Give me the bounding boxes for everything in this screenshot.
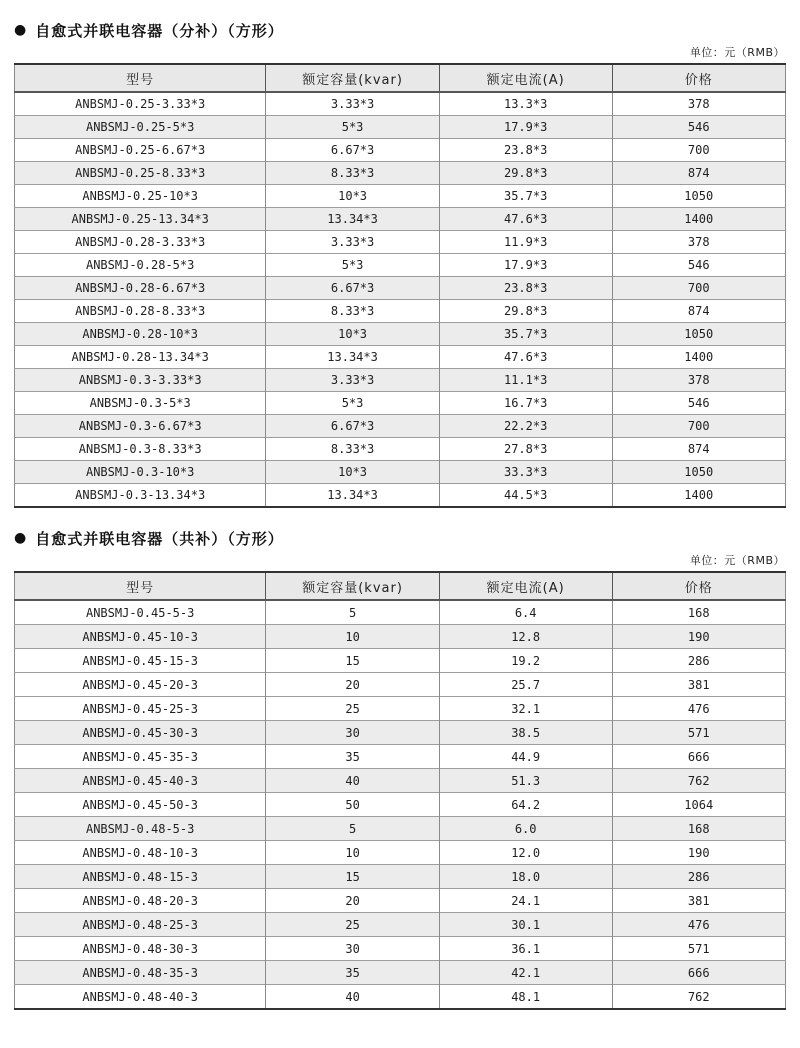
table-row <box>15 745 786 769</box>
table-row <box>15 985 786 1010</box>
current-cell: 25.7 <box>439 673 612 697</box>
table-row <box>15 208 786 231</box>
current-cell: 29.8*3 <box>439 300 612 323</box>
price-cell: 378 <box>612 231 785 254</box>
price-cell: 874 <box>612 438 785 461</box>
section-header <box>14 20 786 40</box>
price-cell: 666 <box>612 961 785 985</box>
price-cell: 378 <box>612 369 785 392</box>
model-cell: ANBSMJ-0.48-35-3 <box>15 961 266 985</box>
current-cell: 18.0 <box>439 865 612 889</box>
column-header-capacity: 额定容量(kvar) <box>266 572 439 600</box>
table-row <box>15 697 786 721</box>
current-cell: 27.8*3 <box>439 438 612 461</box>
table-row <box>15 841 786 865</box>
table-row <box>15 277 786 300</box>
column-header-current: 额定电流(A) <box>439 572 612 600</box>
column-header-price: 价格 <box>612 572 785 600</box>
price-cell: 168 <box>612 600 785 625</box>
table-row <box>15 721 786 745</box>
model-cell: ANBSMJ-0.48-30-3 <box>15 937 266 961</box>
table-header-row <box>15 64 786 92</box>
table-row <box>15 461 786 484</box>
capacity-cell: 15 <box>266 865 439 889</box>
price-cell: 874 <box>612 300 785 323</box>
table-row <box>15 185 786 208</box>
price-cell: 546 <box>612 116 785 139</box>
price-cell: 378 <box>612 92 785 116</box>
price-cell: 190 <box>612 625 785 649</box>
model-cell: ANBSMJ-0.25-5*3 <box>15 116 266 139</box>
current-cell: 17.9*3 <box>439 254 612 277</box>
capacity-cell: 6.67*3 <box>266 139 439 162</box>
capacity-cell: 25 <box>266 697 439 721</box>
table-row <box>15 438 786 461</box>
model-cell: ANBSMJ-0.45-30-3 <box>15 721 266 745</box>
model-cell: ANBSMJ-0.25-6.67*3 <box>15 139 266 162</box>
capacity-cell: 8.33*3 <box>266 438 439 461</box>
current-cell: 35.7*3 <box>439 185 612 208</box>
unit-label: 单位：元（RMB） <box>689 46 785 59</box>
price-cell: 476 <box>612 697 785 721</box>
capacity-cell: 20 <box>266 673 439 697</box>
capacity-cell: 35 <box>266 961 439 985</box>
table-row <box>15 323 786 346</box>
model-cell: ANBSMJ-0.25-10*3 <box>15 185 266 208</box>
price-cell: 666 <box>612 745 785 769</box>
current-cell: 24.1 <box>439 889 612 913</box>
price-cell: 168 <box>612 817 785 841</box>
current-cell: 42.1 <box>439 961 612 985</box>
model-cell: ANBSMJ-0.48-40-3 <box>15 985 266 1010</box>
model-cell: ANBSMJ-0.25-13.34*3 <box>15 208 266 231</box>
price-cell: 1050 <box>612 185 785 208</box>
capacity-cell: 5*3 <box>266 392 439 415</box>
capacity-cell: 10*3 <box>266 185 439 208</box>
price-cell: 700 <box>612 415 785 438</box>
table-row <box>15 793 786 817</box>
table-row <box>15 865 786 889</box>
table-row <box>15 346 786 369</box>
price-cell: 1400 <box>612 208 785 231</box>
table-row <box>15 961 786 985</box>
table-row <box>15 769 786 793</box>
price-cell: 1064 <box>612 793 785 817</box>
table-row <box>15 649 786 673</box>
model-cell: ANBSMJ-0.45-10-3 <box>15 625 266 649</box>
current-cell: 33.3*3 <box>439 461 612 484</box>
capacity-cell: 3.33*3 <box>266 231 439 254</box>
current-cell: 47.6*3 <box>439 208 612 231</box>
capacity-cell: 10*3 <box>266 323 439 346</box>
current-cell: 19.2 <box>439 649 612 673</box>
current-cell: 64.2 <box>439 793 612 817</box>
table-row <box>15 484 786 508</box>
capacity-cell: 10*3 <box>266 461 439 484</box>
model-cell: ANBSMJ-0.45-20-3 <box>15 673 266 697</box>
price-table-common <box>14 571 786 1010</box>
column-header-model: 型号 <box>15 572 266 600</box>
current-cell: 51.3 <box>439 769 612 793</box>
price-cell: 571 <box>612 721 785 745</box>
price-cell: 571 <box>612 937 785 961</box>
capacity-cell: 5 <box>266 817 439 841</box>
price-cell: 1050 <box>612 323 785 346</box>
section-title: 自愈式并联电容器（分补）（方形） <box>35 21 284 40</box>
capacity-cell: 3.33*3 <box>266 369 439 392</box>
capacity-cell: 40 <box>266 985 439 1010</box>
price-cell: 700 <box>612 277 785 300</box>
bullet-icon: ● <box>14 530 27 546</box>
capacity-cell: 13.34*3 <box>266 346 439 369</box>
model-cell: ANBSMJ-0.48-5-3 <box>15 817 266 841</box>
model-cell: ANBSMJ-0.45-15-3 <box>15 649 266 673</box>
current-cell: 47.6*3 <box>439 346 612 369</box>
current-cell: 22.2*3 <box>439 415 612 438</box>
table-row <box>15 369 786 392</box>
bullet-icon: ● <box>14 22 27 38</box>
current-cell: 12.0 <box>439 841 612 865</box>
current-cell: 30.1 <box>439 913 612 937</box>
table-row <box>15 913 786 937</box>
model-cell: ANBSMJ-0.3-5*3 <box>15 392 266 415</box>
table-header-row <box>15 572 786 600</box>
model-cell: ANBSMJ-0.45-35-3 <box>15 745 266 769</box>
current-cell: 32.1 <box>439 697 612 721</box>
capacity-cell: 30 <box>266 721 439 745</box>
model-cell: ANBSMJ-0.25-3.33*3 <box>15 92 266 116</box>
current-cell: 23.8*3 <box>439 277 612 300</box>
capacity-cell: 6.67*3 <box>266 277 439 300</box>
table-row <box>15 937 786 961</box>
price-cell: 476 <box>612 913 785 937</box>
model-cell: ANBSMJ-0.48-15-3 <box>15 865 266 889</box>
model-cell: ANBSMJ-0.45-5-3 <box>15 600 266 625</box>
current-cell: 11.9*3 <box>439 231 612 254</box>
capacity-cell: 8.33*3 <box>266 300 439 323</box>
capacity-cell: 5*3 <box>266 254 439 277</box>
price-cell: 381 <box>612 889 785 913</box>
column-header-current: 额定电流(A) <box>439 64 612 92</box>
current-cell: 6.0 <box>439 817 612 841</box>
capacity-cell: 13.34*3 <box>266 484 439 508</box>
price-cell: 1400 <box>612 346 785 369</box>
price-cell: 1050 <box>612 461 785 484</box>
price-cell: 381 <box>612 673 785 697</box>
current-cell: 36.1 <box>439 937 612 961</box>
table-row <box>15 300 786 323</box>
capacity-cell: 6.67*3 <box>266 415 439 438</box>
table-row <box>15 116 786 139</box>
model-cell: ANBSMJ-0.3-8.33*3 <box>15 438 266 461</box>
current-cell: 44.9 <box>439 745 612 769</box>
current-cell: 17.9*3 <box>439 116 612 139</box>
capacity-cell: 30 <box>266 937 439 961</box>
column-header-price: 价格 <box>612 64 785 92</box>
model-cell: ANBSMJ-0.48-25-3 <box>15 913 266 937</box>
price-cell: 762 <box>612 985 785 1010</box>
table-row <box>15 231 786 254</box>
current-cell: 11.1*3 <box>439 369 612 392</box>
price-cell: 874 <box>612 162 785 185</box>
current-cell: 35.7*3 <box>439 323 612 346</box>
table-row <box>15 139 786 162</box>
column-header-capacity: 额定容量(kvar) <box>266 64 439 92</box>
price-cell: 546 <box>612 392 785 415</box>
price-cell: 286 <box>612 865 785 889</box>
price-cell: 700 <box>612 139 785 162</box>
price-cell: 546 <box>612 254 785 277</box>
table-row <box>15 673 786 697</box>
current-cell: 16.7*3 <box>439 392 612 415</box>
model-cell: ANBSMJ-0.28-8.33*3 <box>15 300 266 323</box>
capacity-cell: 40 <box>266 769 439 793</box>
table-row <box>15 625 786 649</box>
price-cell: 190 <box>612 841 785 865</box>
column-header-model: 型号 <box>15 64 266 92</box>
model-cell: ANBSMJ-0.3-3.33*3 <box>15 369 266 392</box>
model-cell: ANBSMJ-0.28-10*3 <box>15 323 266 346</box>
current-cell: 48.1 <box>439 985 612 1010</box>
current-cell: 13.3*3 <box>439 92 612 116</box>
table-row <box>15 600 786 625</box>
table-row <box>15 817 786 841</box>
capacity-cell: 15 <box>266 649 439 673</box>
capacity-cell: 3.33*3 <box>266 92 439 116</box>
capacity-cell: 50 <box>266 793 439 817</box>
current-cell: 29.8*3 <box>439 162 612 185</box>
model-cell: ANBSMJ-0.28-13.34*3 <box>15 346 266 369</box>
current-cell: 23.8*3 <box>439 139 612 162</box>
model-cell: ANBSMJ-0.3-6.67*3 <box>15 415 266 438</box>
price-cell: 286 <box>612 649 785 673</box>
current-cell: 12.8 <box>439 625 612 649</box>
price-cell: 762 <box>612 769 785 793</box>
model-cell: ANBSMJ-0.45-25-3 <box>15 697 266 721</box>
model-cell: ANBSMJ-0.45-50-3 <box>15 793 266 817</box>
model-cell: ANBSMJ-0.25-8.33*3 <box>15 162 266 185</box>
section-title: 自愈式并联电容器（共补）（方形） <box>35 529 284 548</box>
current-cell: 38.5 <box>439 721 612 745</box>
price-cell: 1400 <box>612 484 785 508</box>
model-cell: ANBSMJ-0.48-10-3 <box>15 841 266 865</box>
model-cell: ANBSMJ-0.3-13.34*3 <box>15 484 266 508</box>
current-cell: 44.5*3 <box>439 484 612 508</box>
capacity-cell: 20 <box>266 889 439 913</box>
capacity-cell: 5*3 <box>266 116 439 139</box>
table-row <box>15 415 786 438</box>
model-cell: ANBSMJ-0.28-3.33*3 <box>15 231 266 254</box>
capacity-cell: 10 <box>266 625 439 649</box>
capacity-cell: 13.34*3 <box>266 208 439 231</box>
model-cell: ANBSMJ-0.48-20-3 <box>15 889 266 913</box>
table-row <box>15 162 786 185</box>
model-cell: ANBSMJ-0.28-6.67*3 <box>15 277 266 300</box>
section-header <box>14 528 786 548</box>
capacity-cell: 35 <box>266 745 439 769</box>
table-row <box>15 254 786 277</box>
price-table-split <box>14 63 786 508</box>
model-cell: ANBSMJ-0.28-5*3 <box>15 254 266 277</box>
capacity-cell: 25 <box>266 913 439 937</box>
table-row <box>15 92 786 116</box>
current-cell: 6.4 <box>439 600 612 625</box>
model-cell: ANBSMJ-0.3-10*3 <box>15 461 266 484</box>
table-row <box>15 392 786 415</box>
section-common-compensation <box>14 528 786 1010</box>
capacity-cell: 10 <box>266 841 439 865</box>
capacity-cell: 8.33*3 <box>266 162 439 185</box>
model-cell: ANBSMJ-0.45-40-3 <box>15 769 266 793</box>
unit-label: 单位：元（RMB） <box>689 554 785 567</box>
section-split-compensation <box>14 20 786 508</box>
table-row <box>15 889 786 913</box>
capacity-cell: 5 <box>266 600 439 625</box>
